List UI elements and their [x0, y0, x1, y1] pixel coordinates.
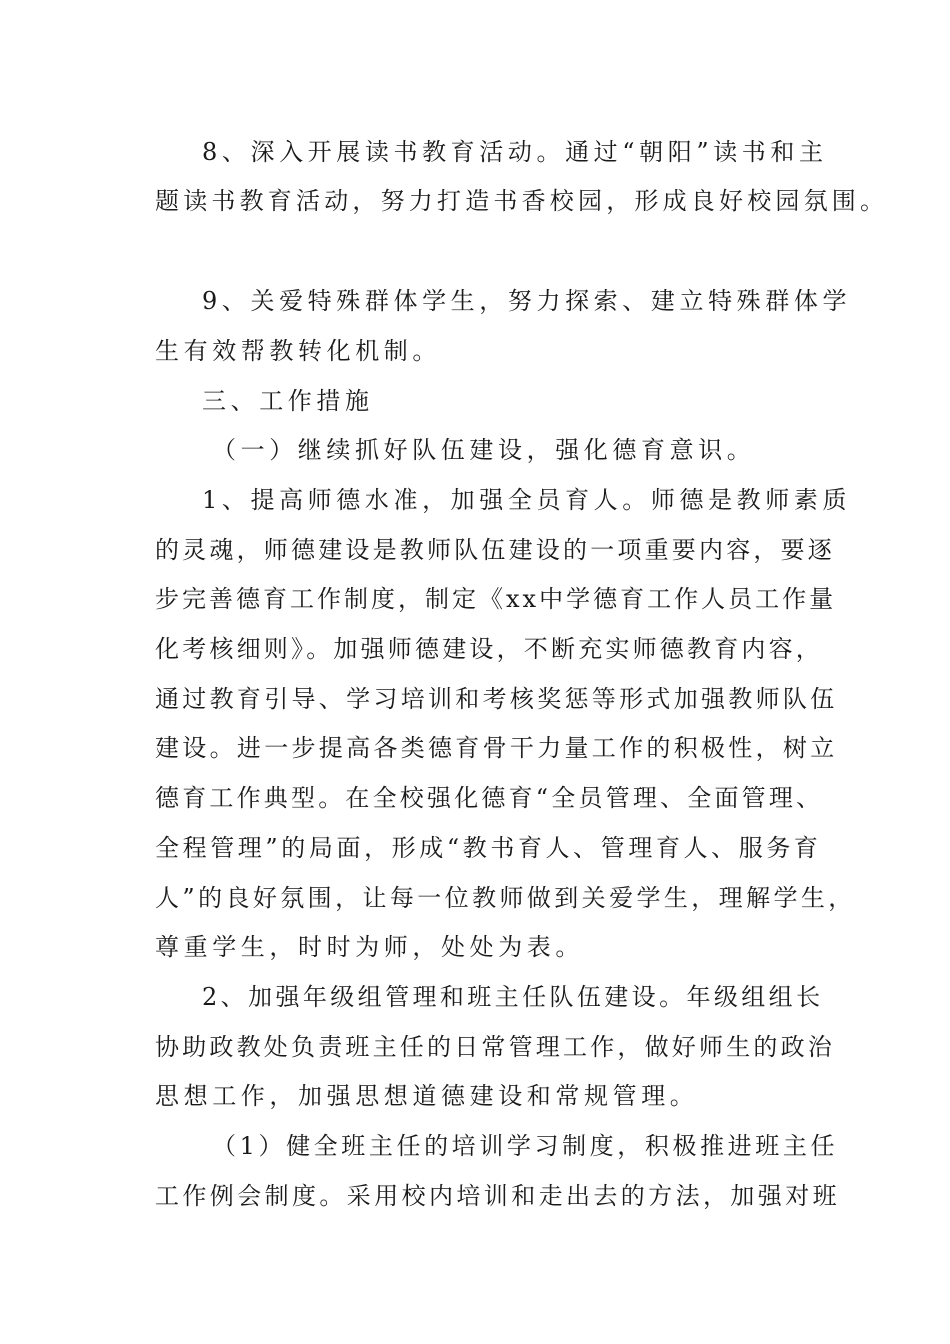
paragraph-8-line-2: 题读书教育活动，努力打造书香校园，形成良好校园氛围。: [155, 187, 889, 215]
paragraph-1-line-9: 人”的良好氛围，让每一位教师做到关爱学生，理解学生，: [155, 884, 856, 912]
paragraph-2-line-2: 协助政教处负责班主任的日常管理工作，做好师生的政治: [155, 1033, 835, 1061]
paragraph-2-line-3: 思想工作，加强思想道德建设和常规管理。: [155, 1082, 699, 1110]
subsection-heading: （一）继续抓好队伍建设，强化德育意识。: [212, 436, 756, 464]
paragraph-1-line-8: 全程管理”的局面，形成“教书育人、管理育人、服务育: [155, 834, 822, 862]
paragraph-1-line-2: 的灵魂，师德建设是教师队伍建设的一项重要内容，要逐: [155, 536, 835, 564]
paragraph-1-line-3: 步完善德育工作制度，制定《xx中学德育工作人员工作量: [155, 585, 837, 613]
paragraph-1-line-7: 德育工作典型。在全校强化德育“全员管理、全面管理、: [155, 784, 824, 812]
paragraph-9-line-1: 9、关爱特殊群体学生，努力探索、建立特殊群体学: [202, 287, 852, 315]
paragraph-8-line-1: 8、深入开展读书教育活动。通过“朝阳”读书和主: [202, 138, 828, 166]
paragraph-1-line-6: 建设。进一步提高各类德育骨干力量工作的积极性，树立: [155, 734, 838, 762]
paragraph-1-line-1: 1、提高师德水准，加强全员育人。师德是教师素质: [202, 486, 852, 514]
section-heading: 三、工作措施: [202, 387, 374, 415]
paragraph-9-line-2: 生有效帮教转化机制。: [155, 337, 441, 365]
paragraph-1-line-5: 通过教育引导、学习培训和考核奖惩等形式加强教师队伍: [155, 685, 838, 713]
paragraph-1-line-10: 尊重学生，时时为师，处处为表。: [155, 933, 584, 961]
item-1-line-1: （1）健全班主任的培训学习制度，积极推进班主任: [212, 1132, 839, 1160]
paragraph-1-line-4: 化考核细则》。加强师德建设，不断充实师德教育内容，: [155, 635, 823, 663]
paragraph-2-line-1: 2、加强年级组管理和班主任队伍建设。年级组组长: [202, 983, 824, 1011]
item-1-line-2: 工作例会制度。采用校内培训和走出去的方法，加强对班: [155, 1182, 840, 1210]
